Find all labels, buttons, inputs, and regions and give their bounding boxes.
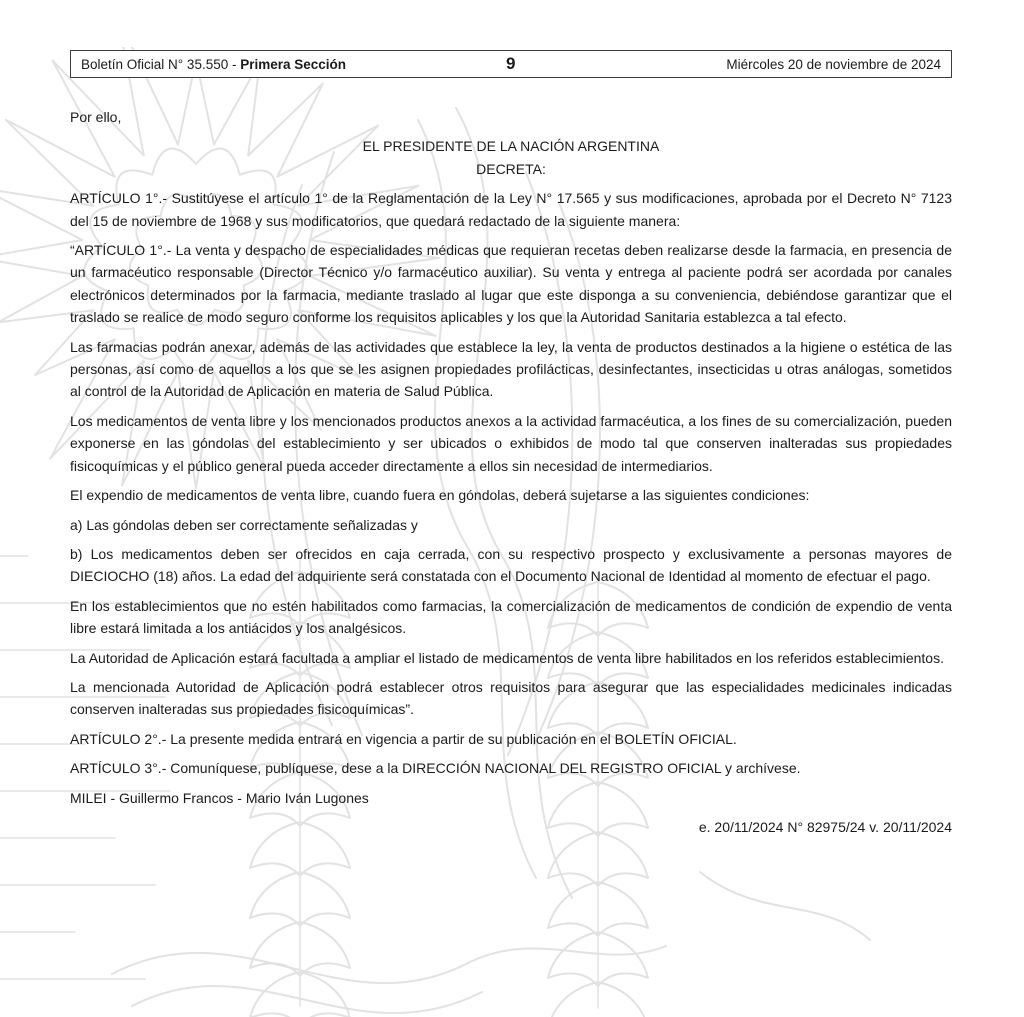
decree-paragraph: a) Las góndolas deben ser correctamente señalizadas y (70, 516, 418, 533)
masthead (70, 50, 952, 78)
decree-paragraph: Las farmacias podrán anexar, además de las actividades que establece la ley, la venta de productos destinados a la higiene o estética de las personas, así como de aquellos a los que se les asignen propiedades profilácticas, desinfectantes, insecticidas u otras análogas, sometidos al control de la Autoridad de Aplicación en materia de Salud Pública. (70, 338, 952, 400)
decree-paragraph: Los medicamentos de venta libre y los mencionados productos anexos a la actividad farmacéutica, a los fines de su comercialización, pueden exponerse en las góndolas del establecimiento y ser ubicados o exhibidos de modo tal que conserven inalteradas sus propiedades fisicoquímicas y el público general pueda acceder directamente a ellos sin necesidad de intermediarios. (70, 412, 952, 474)
bulletin-number: Boletín Oficial N° 35.550 - (81, 56, 241, 72)
decree-paragraph: La Autoridad de Aplicación estará facultada a ampliar el listado de medicamentos de venta libre habilitados en los referidos establecimientos. (70, 649, 944, 666)
decree-paragraph: El expendio de medicamentos de venta libre, cuando fuera en góndolas, deberá sujetarse a las siguientes condiciones: (70, 487, 810, 504)
decree-paragraph: ARTÍCULO 3°.- Comuníquese, publíquese, dese a la DIRECCIÓN NACIONAL DEL REGISTRO OFICIAL y archívese. (70, 760, 801, 777)
section-name: Primera Sección (240, 56, 347, 72)
publication-note: e. 20/11/2024 N° 82975/24 v. 20/11/2024 (698, 818, 952, 835)
decree-paragraph: La mencionada Autoridad de Aplicación podrá establecer otros requisitos para asegurar que las especialidades medicinales indicadas conserven inalteradas sus propiedades fisicoquímicas”. (70, 678, 952, 718)
issue-date: Miércoles 20 de noviembre de 2024 (726, 56, 941, 72)
decree-paragraph: “ARTÍCULO 1°.- La venta y despacho de especialidades médicas que requieran recetas deben realizarse desde la farmacia, en presencia de un farmacéutico responsable (Director Técnico y/o farmacéutico auxiliar). Su venta y entrega al paciente podrá ser acordada por canales electrónicos determinados por la farmacia, mediante traslado al lugar que este disponga a su conveniencia, debiéndose garantizar que el traslado se realice de modo seguro conforme los requisitos aplicables y los que la Autoridad Sanitaria establezca a tal efecto. (70, 242, 952, 326)
page-number: 9 (506, 54, 516, 73)
decree-body (70, 106, 952, 845)
signature-line: MILEI - Guillermo Francos - Mario Iván Lugones (70, 789, 369, 806)
decree-paragraph: ARTÍCULO 1°.- Sustitúyese el artículo 1° de la Reglamentación de la Ley N° 17.565 y sus modificaciones, aprobada por el Decreto N° 7123 del 15 de noviembre de 1968 y sus modificatorios, que quedará redactado de la siguiente manera: (70, 190, 952, 229)
decree-paragraph: b) Los medicamentos deben ser ofrecidos en caja cerrada, con su respectivo prospecto y exclusivamente a personas mayores de DIECIOCHO (18) años. La edad del adquiriente será constatada con el Documento Nacional de Identidad al momento de efectuar el pago. (70, 545, 952, 585)
decree-title: EL PRESIDENTE DE LA NACIÓN ARGENTINA (362, 138, 660, 155)
decree-paragraph: En los establecimientos que no estén habilitados como farmacias, la comercialización de medicamentos de condición de expendio de venta libre estará limitada a los antiácidos y los analgésicos. (70, 597, 952, 637)
decree-paragraph: ARTÍCULO 2°.- La presente medida entrará en vigencia a partir de su publicación en el BOLETÍN OFICIAL. (70, 730, 737, 747)
decree-subtitle: DECRETA: (476, 160, 546, 177)
intro-line: Por ello, (70, 109, 122, 125)
